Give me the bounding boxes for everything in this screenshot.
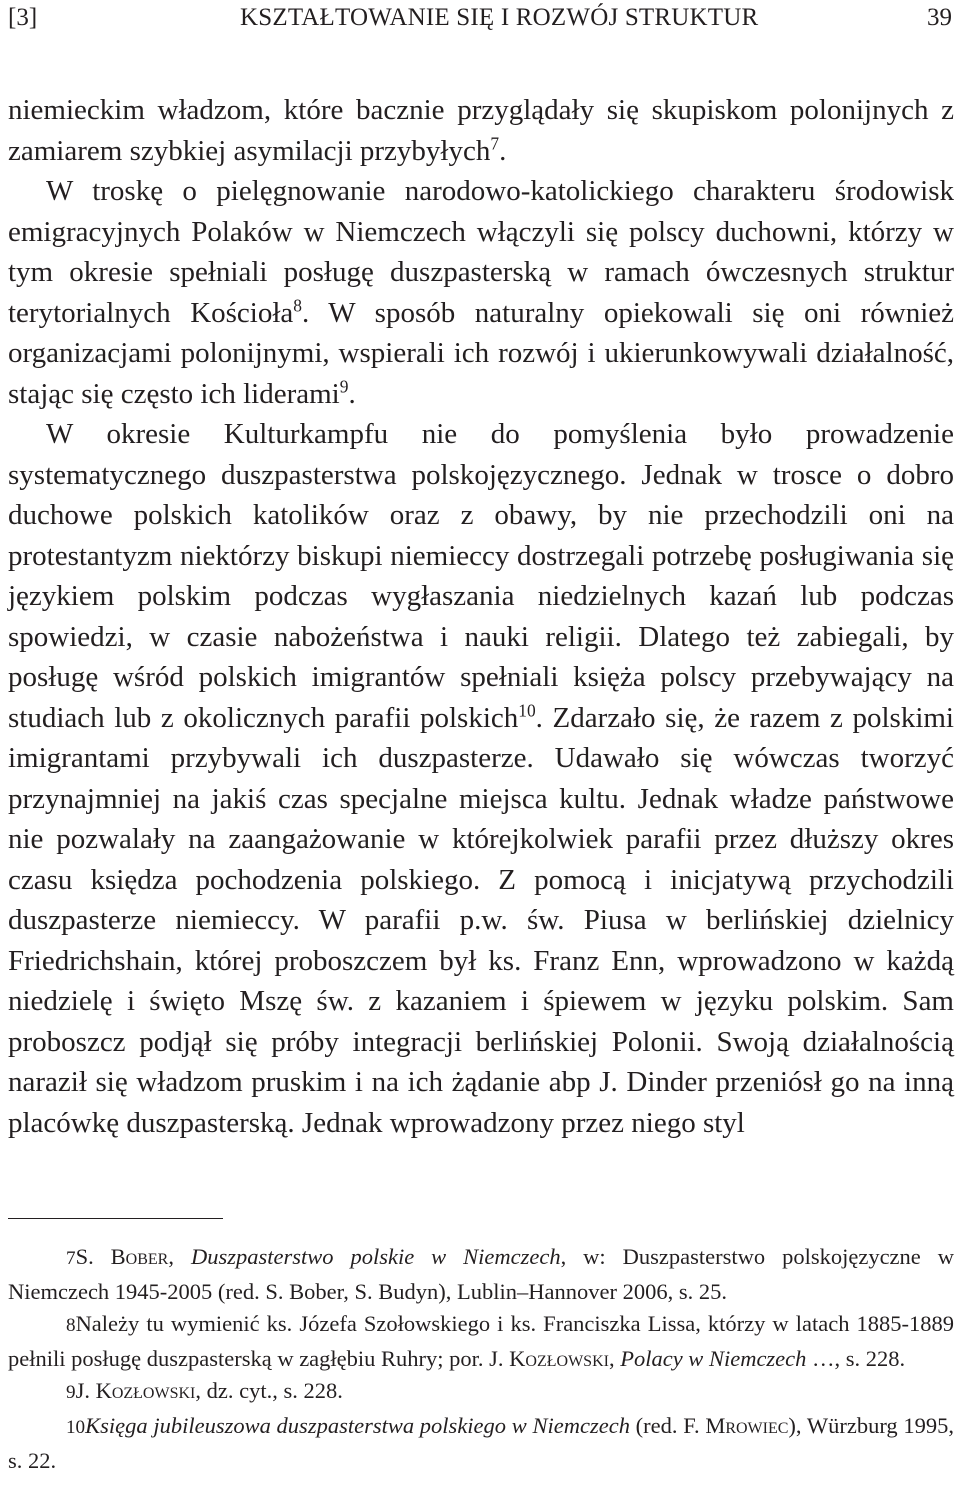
footnotes bbox=[8, 1241, 954, 1477]
footnote-9 bbox=[8, 1375, 954, 1410]
running-header bbox=[8, 0, 952, 36]
footnote-author: Bober bbox=[110, 1244, 169, 1269]
footnote-title: Polacy w Niemczech bbox=[620, 1345, 807, 1371]
footnote-author: Kozłowski bbox=[509, 1345, 609, 1371]
footnote-ref-9[interactable]: 9 bbox=[339, 375, 349, 396]
paragraph-1 bbox=[8, 90, 954, 171]
footnote-7 bbox=[8, 1241, 954, 1308]
footnote-separator-text: , bbox=[608, 1345, 621, 1371]
footnote-title: Księga jubileuszowa duszpasterstwa polskiego w Niemczech bbox=[85, 1412, 630, 1438]
paragraph-text: . bbox=[499, 134, 507, 167]
paragraph-text: . Zdarzało się, że razem z polskimi imigrantami przybywali ich duszpasterze. Udawało się wówczas tworzyć przynajmniej na jakiś czas specjalne miejsca kultu. Jednak władze państwowe nie pozwalały na zaangażowanie w którejkolwiek parafii przez dłuższy okres czasu księdza pochodzenia polskiego. Z pomocą i inicjatywą przychodzili duszpasterze niemieccy. W parafii p.w. św. Piusa w berlińskiej dzielnicy Friedrichshain, której proboszczem był ks. Franz Enn, wprowadzono w każdą niedzielę i święto Mszę św. z kazaniem i śpiewem w języku polskim. Sam proboszcz podjął się próby integracji berlińskiej Polonii. Swoją działalnością naraził się władzom pruskim i na ich żądanie abp J. Dinder przeniósł go na inną placówkę duszpasterską. Jednak wprowadzony przez niego styl bbox=[8, 701, 954, 1139]
footnote-author: Kozłowski bbox=[95, 1378, 196, 1404]
paragraph-text: . W sposób naturalny opiekowali się oni również organizacjami polonijnymi, wspierali ich rozwój i ukierunkowywali działalność, stając się często ich liderami bbox=[8, 296, 954, 410]
paragraph-text: W troskę o pielęgnowanie narodowo-katolickiego charakteru środowisk emigracyjnych Polaków w Niemczech włączyli się polscy duchowni, którzy w tym okresie spełniali posługę duszpasterską w ramach ówczesnych struktur terytorialnych Kościoła bbox=[8, 175, 954, 329]
footnote-number: 8 bbox=[66, 1315, 76, 1337]
paragraph-text: . bbox=[348, 377, 356, 410]
footnote-number: 7 bbox=[66, 1248, 76, 1269]
footnote-text: , dz. cyt., s. 228. bbox=[195, 1378, 343, 1404]
paragraph-text: niemieckim władzom, które bacznie przyglądały się skupiskom polonijnych z zamiarem szybkiej asymilacji przybyłych bbox=[8, 94, 954, 167]
footnote-text: (red. F. bbox=[629, 1412, 706, 1438]
paragraph-3 bbox=[8, 414, 954, 1143]
footnote-separator-text: , bbox=[168, 1244, 191, 1269]
footnote-ref-7[interactable]: 7 bbox=[490, 132, 500, 153]
footnote-separator bbox=[8, 1218, 223, 1219]
footnote-8 bbox=[8, 1308, 954, 1375]
footnote-10 bbox=[8, 1410, 954, 1477]
paragraph-text: W okresie Kulturkampfu nie do pomyślenia było prowadzenie systematycznego duszpasterstwa polskojęzycznego. Jednak w trosce o dobro duchowe polskich katolików oraz z obawy, by nie przechodzili oni na protestantyzm niektórzy biskupi niemieccy dostrzegali potrzebę posługiwania się językiem polskim podczas wygłaszania niedzielnych kazań lub podczas spowiedzi, w czasie nabożeństwa i nauki religii. Dlatego też zabiegali, by posługę wśród polskich imigrantów spełniali księża polscy przebywający na studiach lub z okolicznych parafii polskich bbox=[8, 418, 954, 734]
footnote-text: Należy tu wymienić ks. Józefa Szołowskiego i ks. Franciszka Lissa, którzy w latach 1885-1889 pełnili posługę duszpasterską w zagłębiu Ruhry; por. J. bbox=[8, 1311, 954, 1371]
main-text bbox=[8, 90, 954, 1143]
footnote-ref-10[interactable]: 10 bbox=[518, 699, 536, 720]
page-number: 39 bbox=[927, 4, 952, 31]
footnote-ref-8[interactable]: 8 bbox=[293, 294, 302, 315]
footnote-text: , w: Duszpasterstwo polskojęzyczne w Niemczech 1945-2005 (red. S. Bober, S. Budyn), Lublin–Hannover 2006, s. 25. bbox=[8, 1244, 954, 1304]
paragraph-2 bbox=[8, 171, 954, 414]
footnote-number: 9 bbox=[66, 1382, 76, 1404]
footnote-author-initial: J. bbox=[75, 1378, 96, 1404]
footnote-number: 10 bbox=[66, 1416, 86, 1438]
footnote-author-initial: S. bbox=[75, 1244, 111, 1269]
running-title: KSZTAŁTOWANIE SIĘ I ROZWÓJ STRUKTUR bbox=[240, 4, 759, 31]
footnote-text: …, s. 228. bbox=[806, 1345, 906, 1371]
footnote-author: Mrowiec bbox=[705, 1412, 789, 1438]
footnote-title: Duszpasterstwo polskie w Niemczech bbox=[190, 1244, 561, 1269]
footnote-text: ), Würzburg 1995, s. 22. bbox=[8, 1412, 955, 1473]
section-number: [3] bbox=[8, 4, 38, 31]
